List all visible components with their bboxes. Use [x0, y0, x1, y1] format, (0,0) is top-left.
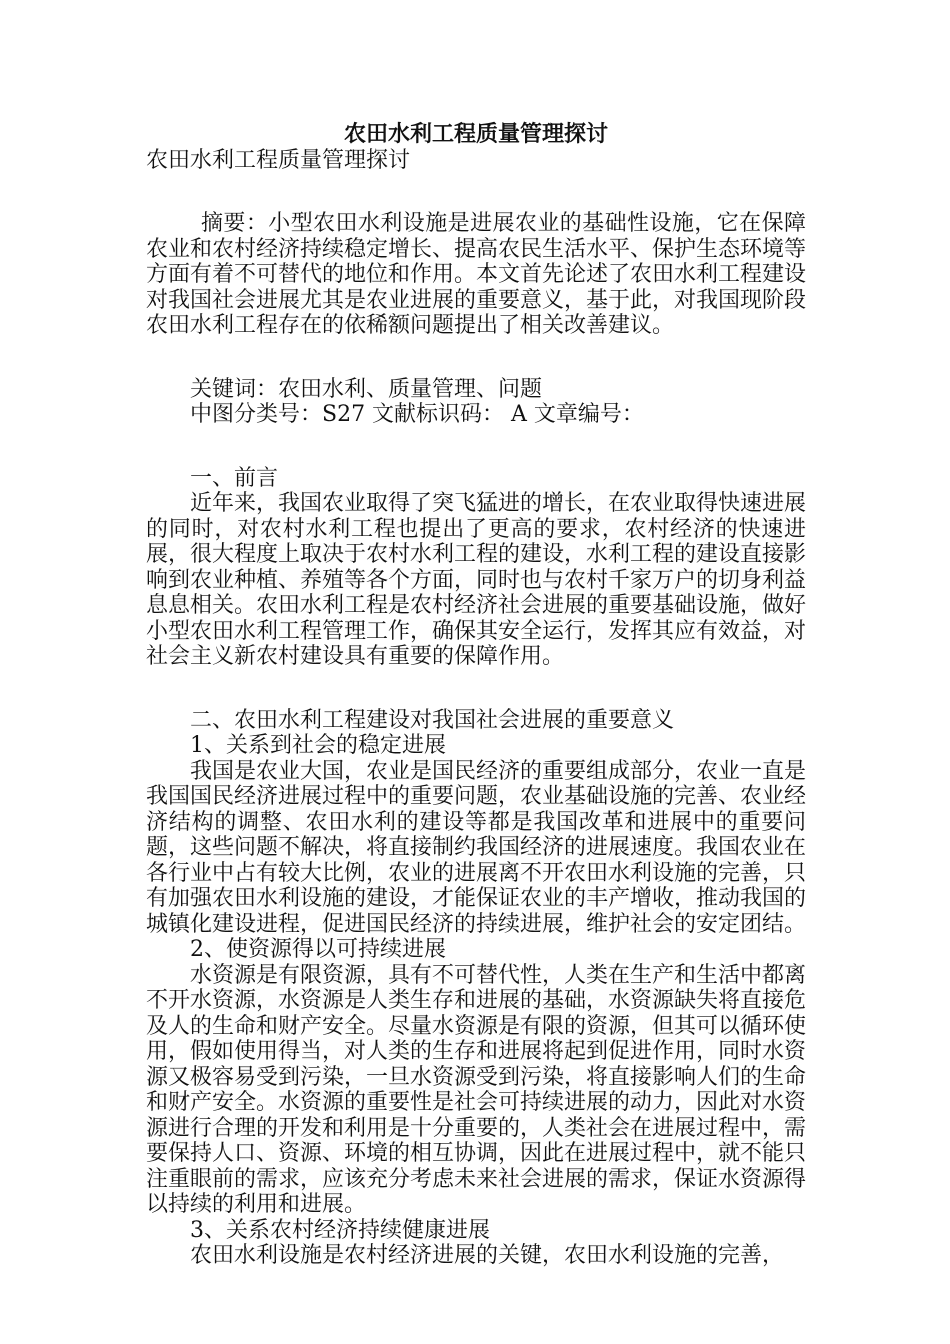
intro-paragraph: 近年来，我国农业取得了突飞猛进的增长，在农业取得快速进展的同时，对农村水利工程也提出了更高的要求，农村经济的快速进展，很大程度上取决于农村水利工程的建设，水利工程的建设直接影响到农业种植、养殖等各个方面，同时也与农村千家万户的切身利益息息相关。农田水利工程是农村经济社会进展的重要基础设施，做好小型农田水利工程管理工作，确保其安全运行，发挥其应有效益，对社会主义新农村建设具有重要的保障作用。	[146, 491, 807, 669]
stability-paragraph: 我国是农业大国，农业是国民经济的重要组成部分，农业一直是我国国民经济进展过程中的重要问题，农业基础设施的完善、农业经济结构的调整、农田水利的建设等都是我国改革和进展中的重要问题，这些问题不解决，将直接制约我国经济的进展速度。我国农业在各行业中占有较大比例，农业的进展离不开农田水利设施的完善，只有加强农田水利设施的建设，才能保证农业的丰产增收，推动我国的城镇化建设进程，促进国民经济的持续进展，维护社会的安定团结。	[146, 758, 807, 937]
subsection-heading-rural-economy: 3、关系农村经济持续健康进展	[190, 1217, 490, 1243]
subsection-heading-stability: 1、关系到社会的稳定进展	[190, 733, 446, 758]
keywords-line: 关键词：农田水利、质量管理、问题	[190, 376, 543, 402]
spacer	[146, 173, 806, 211]
document-page	[146, 122, 806, 1269]
spacer	[146, 339, 806, 377]
subsection-heading-sustainability: 2、使资源得以可持续进展	[190, 937, 446, 962]
classification-line: 中图分类号：S27 文献标识码： A 文章编号：	[190, 402, 644, 427]
section-heading-intro: 一、前言	[190, 465, 279, 491]
sustainability-paragraph: 水资源是有限资源，具有不可替代性，人类在生产和生活中都离不开水资源，水资源是人类生存和进展的基础，水资源缺失将直接危及人的生命和财产安全。尽量水资源是有限的资源，但其可以循环使用，假如使用得当，对人类的生存和进展将起到促进作用，同时水资源又极容易受到污染，一旦水资源受到污染，将直接影响人们的生命和财产安全。水资源的重要性是社会可持续进展的动力，因此对水资源进行合理的开发和利用是十分重要的，人类社会在进展过程中，需要保持人口、资源、环境的相互协调，因此在进展过程中，就不能只注重眼前的需求，应该充分考虑未来社会进展的需求，保证水资源得以持续的利用和进展。	[146, 962, 807, 1217]
document-title: 农田水利工程质量管理探讨	[343, 122, 608, 147]
document-subtitle: 农田水利工程质量管理探讨	[146, 147, 411, 173]
rural-economy-paragraph: 农田水利设施是农村经济进展的关键，农田水利设施的完善，	[190, 1243, 785, 1268]
spacer	[146, 670, 806, 708]
spacer	[146, 428, 806, 466]
section-heading-significance: 二、农田水利工程建设对我国社会进展的重要意义	[190, 707, 675, 733]
abstract-paragraph: 摘要：小型农田水利设施是进展农业的基础性设施，它在保障农业和农村经济持续稳定增长、提高农民生活水平、保护生态环境等方面有着不可替代的地位和作用。本文首先论述了农田水利工程建设对我国社会进展尤其是农业进展的重要意义，基于此，对我国现阶段农田水利工程存在的依稀额问题提出了相关改善建议。	[146, 211, 807, 338]
